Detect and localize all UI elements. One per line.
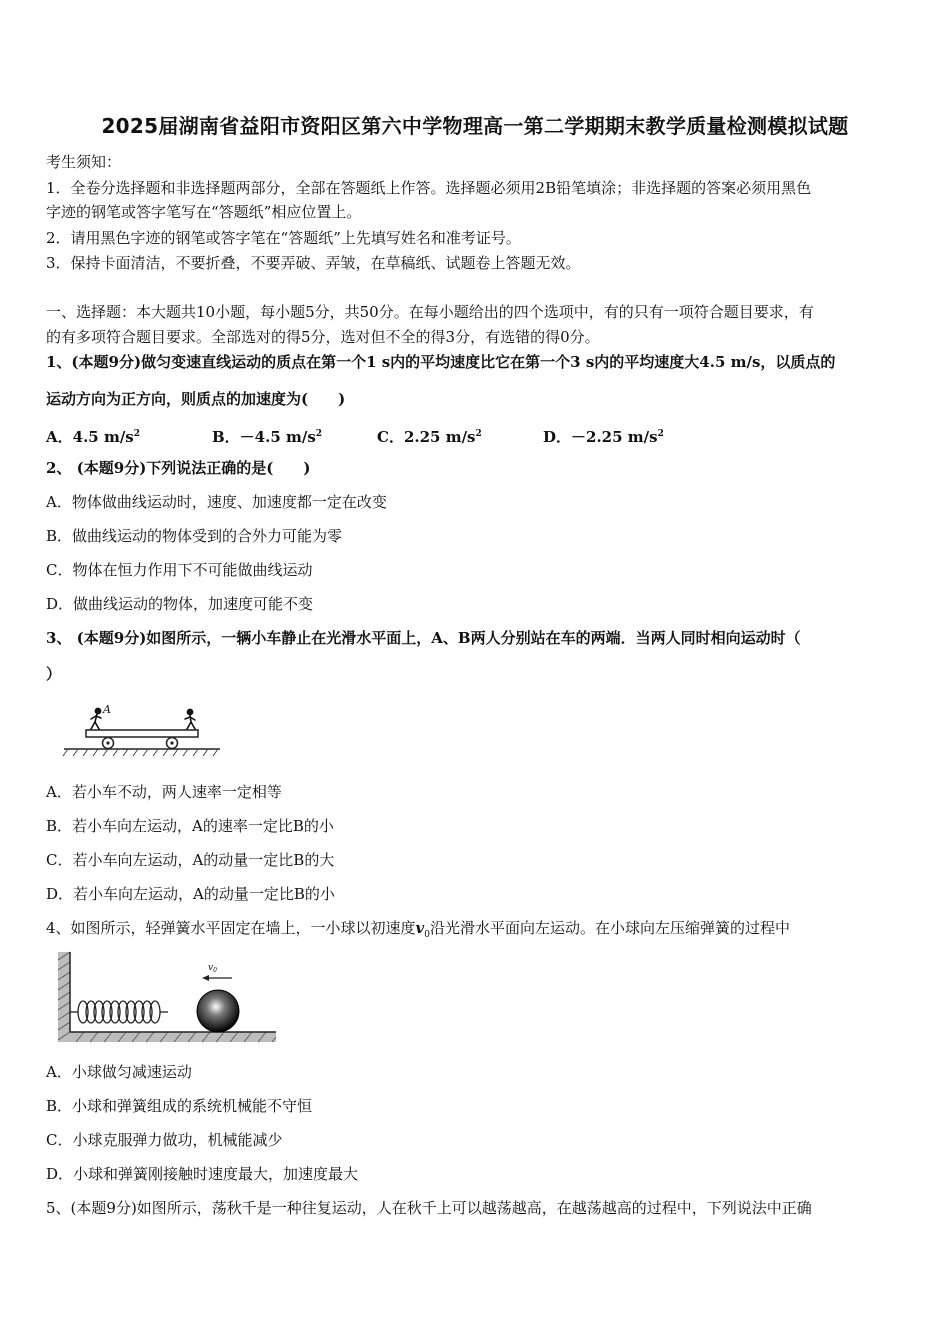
q4-option-d: D．小球和弹簧刚接触时速度最大，加速度最大 bbox=[46, 1165, 359, 1183]
q3-option-b: B．若小车向左运动，A的速率一定比B的小 bbox=[46, 817, 334, 835]
q4-option-b: B．小球和弹簧组成的系统机械能不守恒 bbox=[46, 1097, 313, 1115]
notice-item-1: 1．全卷分选择题和非选择题两部分，全部在答题纸上作答。选择题必须用2B铅笔填涂；非选择题的答案必须用黑色 bbox=[46, 179, 812, 197]
q3-stem-line2: ） bbox=[46, 665, 62, 683]
q1-option-a: A．4.5 $m/s^2$ bbox=[46, 428, 141, 446]
q2-stem: 2、 (本题9分)下列说法正确的是( ) bbox=[46, 459, 311, 477]
cart-figure bbox=[60, 700, 225, 760]
spring-ball-figure bbox=[56, 950, 278, 1046]
q1-stem-line1: 1、(本题9分)做匀变速直线运动的质点在第一个1 s内的平均速度比它在第一个3 s内的平均速度大4.5 m/s，以质点的 bbox=[46, 353, 836, 371]
q2-option-b: B．做曲线运动的物体受到的合外力可能为零 bbox=[46, 527, 343, 545]
q3-option-a: A．若小车不动，两人速率一定相等 bbox=[46, 783, 282, 801]
notice-heading: 考生须知： bbox=[46, 153, 122, 171]
q3-stem-line1: 3、 (本题9分)如图所示，一辆小车静止在光滑水平面上，A、B两人分别站在车的两端．当两人同时相向运动时（ bbox=[46, 629, 801, 647]
velocity-label: $v_0$ bbox=[208, 963, 217, 974]
notice-item-3: 3．保持卡面清洁，不要折叠，不要弄破、弄皱，在草稿纸、试题卷上答题无效。 bbox=[46, 254, 581, 272]
q1-option-c: C．2.25 $m/s^2$ bbox=[377, 428, 482, 446]
q3-option-d: D．若小车向左运动，A的动量一定比B的小 bbox=[46, 885, 335, 903]
q2-option-a: A．物体做曲线运动时，速度、加速度都一定在改变 bbox=[46, 493, 387, 511]
q4-option-a: A．小球做匀减速运动 bbox=[46, 1063, 192, 1081]
q1-stem-line2: 运动方向为正方向，则质点的加速度为( ) bbox=[46, 390, 346, 408]
q1-option-b: B．－4.5 $m/s^2$ bbox=[212, 428, 323, 446]
person-a-label: A bbox=[103, 703, 111, 716]
notice-item-2: 2．请用黑色字迹的钢笔或答字笔在“答题纸”上先填写姓名和准考证号。 bbox=[46, 229, 521, 247]
q1-option-d: D．－2.25 $m/s^2$ bbox=[543, 428, 664, 446]
page-title: 2025届湖南省益阳市资阳区第六中学物理高一第二学期期末教学质量检测模拟试题 bbox=[101, 114, 849, 138]
section-intro-line2: 的有多项符合题目要求。全部选对的得5分，选对但不全的得3分，有选错的得0分。 bbox=[46, 328, 600, 346]
q3-option-c: C．若小车向左运动，A的动量一定比B的大 bbox=[46, 851, 335, 869]
q5-stem-line1: 5、(本题9分)如图所示，荡秋千是一种往复运动，人在秋千上可以越荡越高，在越荡越高的过程中，下列说法中正确 bbox=[46, 1199, 812, 1217]
q2-option-d: D．做曲线运动的物体，加速度可能不变 bbox=[46, 595, 314, 613]
q2-option-c: C．物体在恒力作用下不可能做曲线运动 bbox=[46, 561, 313, 579]
notice-item-1-cont: 字迹的钢笔或答字笔写在“答题纸”相应位置上。 bbox=[46, 203, 362, 221]
q4-stem: 4、如图所示，轻弹簧水平固定在墙上，一小球以初速度$v_0$沿光滑水平面向左运动。在小球向左压缩弹簧的过程中 bbox=[46, 919, 791, 940]
section-intro-line1: 一、选择题：本大题共10小题，每小题5分，共50分。在每小题给出的四个选项中，有的只有一项符合题目要求，有 bbox=[46, 303, 814, 321]
q4-option-c: C．小球克服弹力做功，机械能减少 bbox=[46, 1131, 283, 1149]
